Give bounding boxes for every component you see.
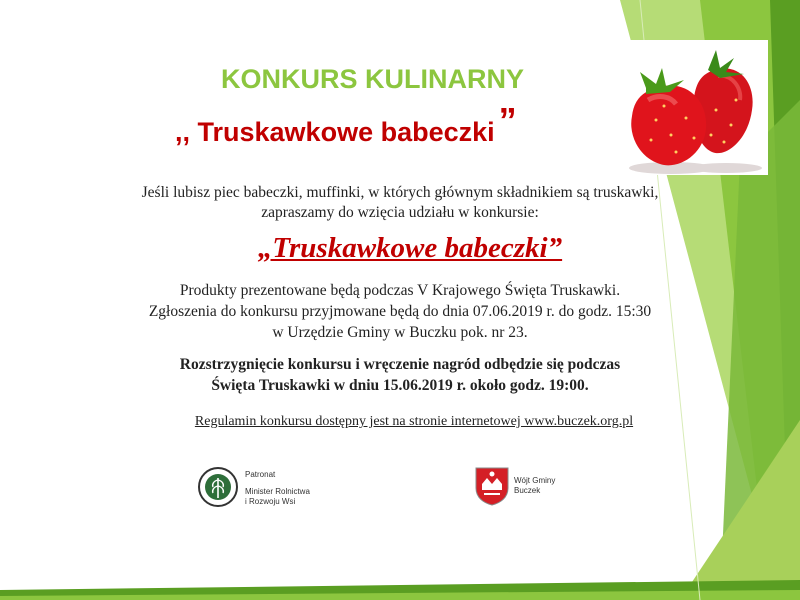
patron-line-2: i Rozwoju Wsi: [245, 497, 296, 506]
results-line-2: Święta Truskawki w dniu 15.06.2019 r. około godz. 19:00.: [211, 377, 589, 394]
patron-line-1: Minister Rolnictwa: [245, 487, 310, 496]
patron-logo: [195, 460, 325, 515]
coat-of-arms-icon: [474, 466, 510, 506]
contest-title: ,, Truskawkowe babeczki ”: [175, 100, 517, 147]
regulations-link[interactable]: Regulamin konkursu dostępny jest na stronie internetowej www.buczek.org.pl: [194, 414, 634, 429]
municipality-logo: [472, 466, 572, 511]
intro-line-1: Jeśli lubisz piec babeczki, muffinki, w których głównym składnikiem są truskawki,: [141, 184, 659, 201]
details-line-3: w Urzędzie Gminy w Buczku pok. nr 23.: [272, 324, 528, 341]
contest-category-title: KONKURS KULINARNY: [221, 64, 524, 94]
intro-line-2: zapraszamy do wzięcia udziału w konkursie:: [261, 204, 539, 221]
municipality-line-2: Buczek: [514, 486, 541, 495]
results-line-1: Rozstrzygnięcie konkursu i wręczenie nagród odbędzie się podczas: [179, 356, 621, 373]
strawberries-image: [616, 40, 768, 175]
details-line-1: Produkty prezentowane będą podczas V Krajowego Święta Truskawki.: [179, 282, 621, 299]
details-line-2: Zgłoszenia do konkursu przyjmowane będą do dnia 07.06.2019 r. do godz. 15:30: [148, 303, 652, 320]
patron-heading: Patronat: [245, 470, 276, 479]
municipality-line-1: Wójt Gminy: [514, 476, 556, 485]
wheat-emblem-icon: [197, 466, 239, 508]
contest-name: „Truskawkowe babeczki”: [257, 232, 563, 264]
